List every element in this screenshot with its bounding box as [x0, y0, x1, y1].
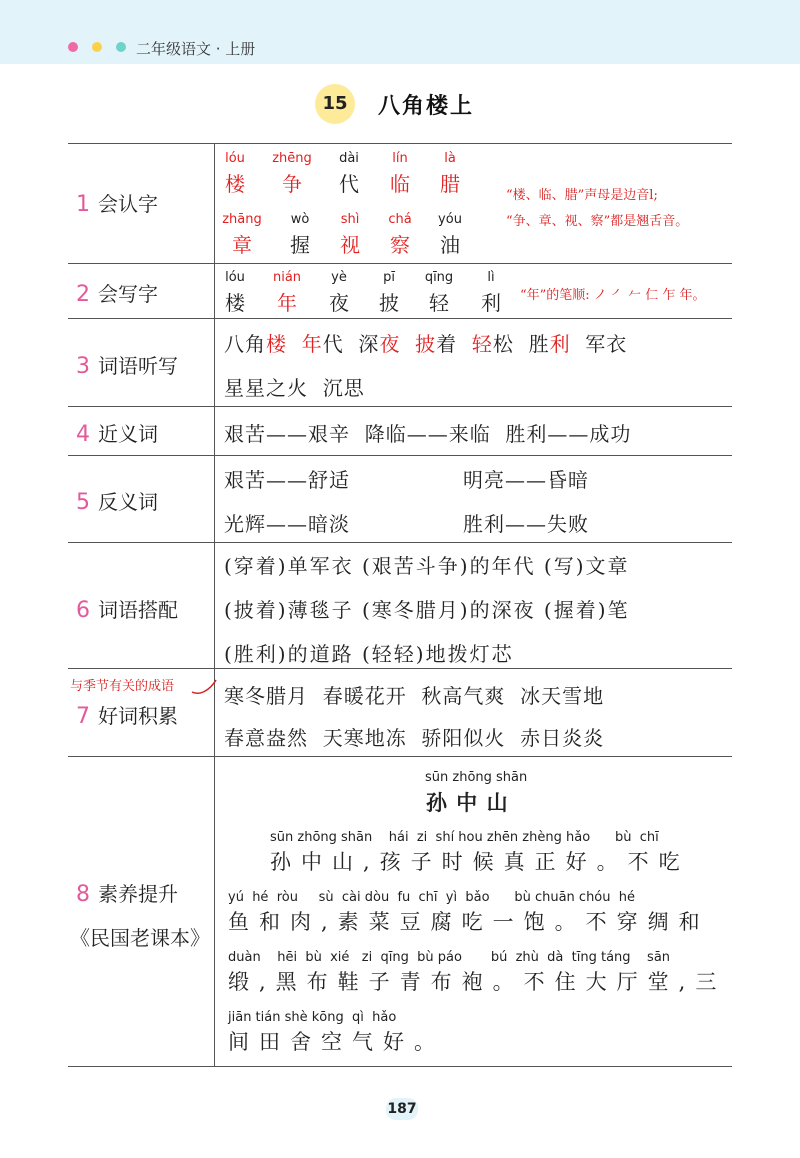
pinyin: là — [444, 151, 456, 166]
hanzi: 腊 — [440, 172, 460, 196]
section-number: 7 — [76, 704, 90, 729]
section-title: 会认字 — [98, 192, 158, 216]
table-rule — [68, 756, 732, 757]
table-rule — [68, 542, 732, 543]
idiom-line-2: 春意盎然 天寒地冻 骄阳似火 赤日炎炎 — [224, 726, 605, 750]
poem-pinyin-line: sūn zhōng shān hái zi shí hou zhēn zhèng hǎo bù chī — [270, 830, 659, 845]
poem-line: 缎,黑布鞋子青布袍。不住大厅堂,三 — [228, 970, 727, 994]
dictation-line-1 — [224, 328, 627, 357]
hanzi: 楼 — [225, 172, 245, 196]
hanzi: 轻 — [429, 291, 449, 315]
highlight-char: 轻 — [471, 332, 493, 356]
text-run: 军衣 — [570, 332, 628, 356]
hanzi: 代 — [339, 172, 359, 196]
section-label-1 — [76, 188, 158, 217]
pinyin: shì — [340, 212, 360, 227]
pinyin: chá — [388, 212, 412, 227]
pinyin: qīng — [424, 270, 454, 285]
handwritten-note: 与季节有关的成语 — [70, 679, 175, 694]
poem-line: 鱼和肉,素菜豆腐吃一饱。不穿绸和 — [228, 910, 710, 934]
text-run: 八角 — [224, 332, 266, 356]
hanzi: 楼 — [225, 291, 245, 315]
table-rule — [68, 263, 732, 264]
hanzi: 临 — [390, 172, 410, 196]
text-run — [287, 332, 302, 356]
highlight-char: 披 — [415, 332, 437, 356]
section-number: 8 — [76, 882, 90, 907]
pink-dot-icon — [68, 42, 78, 52]
section-title: 素养提升 — [98, 882, 178, 906]
poem-title-pinyin: sūn zhōng shān — [425, 770, 528, 785]
handwritten-note: “争、章、视、察”都是翘舌音。 — [506, 214, 689, 229]
page-number: 187 — [386, 1098, 418, 1120]
section-number: 5 — [76, 490, 90, 515]
collocation-line-1: (穿着)单军衣 (艰苦斗争)的年代 (写)文章 — [224, 554, 630, 578]
lesson-heading — [0, 84, 800, 124]
pinyin: lì — [487, 270, 495, 285]
poem-title: 孙 中 山 — [426, 790, 509, 815]
pinyin: zhāng — [222, 212, 262, 227]
handwritten-note: “年”的笔顺: ノ ㇒ 𠂉 仁 乍 年。 — [520, 288, 706, 303]
section-number: 2 — [76, 282, 90, 307]
collocation-line-3: (胜利)的道路 (轻轻)地拨灯芯 — [224, 642, 514, 666]
pinyin: yóu — [438, 212, 462, 227]
text-run: 着 — [436, 332, 472, 356]
hanzi: 视 — [340, 233, 360, 257]
text-run — [400, 332, 415, 356]
pinyin: zhēng — [272, 151, 312, 166]
antonym-pair: 胜利——失败 — [463, 512, 589, 536]
lesson-number-badge: 15 — [315, 84, 355, 124]
teal-dot-icon — [116, 42, 126, 52]
pinyin: nián — [272, 270, 302, 285]
handwritten-arrow-icon — [190, 676, 220, 698]
pinyin: lín — [392, 151, 408, 166]
hanzi: 夜 — [329, 291, 349, 315]
hanzi: 争 — [282, 172, 302, 196]
antonym-pair: 光辉——暗淡 — [224, 512, 350, 536]
section-number: 3 — [76, 354, 90, 379]
pinyin: lóu — [225, 270, 245, 285]
hanzi: 察 — [390, 233, 410, 257]
poem-pinyin-line: yú hé ròu sù cài dòu fu chī yì bǎo bù chuān chóu hé — [228, 890, 636, 905]
source-book-title: 《民国老课本》 — [70, 926, 210, 950]
hanzi: 披 — [379, 291, 399, 315]
poem-line: 间田舍空气好。 — [228, 1030, 445, 1054]
section-label-2 — [76, 278, 158, 307]
section-title: 近义词 — [98, 422, 158, 446]
book-title: 二年级语文 · 上册 — [136, 40, 256, 58]
section-label-4 — [76, 418, 158, 447]
section-title: 反义词 — [98, 490, 158, 514]
synonym-line: 艰苦——艰辛 降临——来临 胜利——成功 — [224, 422, 632, 446]
table-rule — [68, 455, 732, 456]
section-label-6 — [76, 594, 178, 623]
table-rule — [68, 318, 732, 319]
section-title: 词语听写 — [98, 354, 178, 378]
yellow-dot-icon — [92, 42, 102, 52]
top-banner — [0, 0, 800, 64]
section-title: 好词积累 — [98, 704, 178, 728]
lesson-title: 八角楼上 — [378, 94, 475, 119]
highlight-char: 夜 — [379, 332, 401, 356]
highlight-char: 楼 — [266, 332, 287, 356]
pinyin: wò — [290, 212, 310, 227]
text-run: 代 深 — [322, 332, 380, 356]
section-label-7 — [76, 700, 178, 729]
table-rule — [68, 1066, 732, 1067]
hanzi: 握 — [290, 233, 310, 257]
hanzi: 年 — [277, 291, 297, 315]
table-rule — [68, 406, 732, 407]
hanzi: 油 — [440, 233, 460, 257]
text-run: 松 胜 — [492, 332, 550, 356]
section-number: 4 — [76, 422, 90, 447]
highlight-char: 利 — [549, 332, 571, 356]
collocation-line-2: (披着)薄毯子 (寒冬腊月)的深夜 (握着)笔 — [224, 598, 630, 622]
section-label-5 — [76, 486, 158, 515]
highlight-char: 年 — [301, 332, 323, 356]
poem-line: 孙中山,孩子时候真正好。不吃 — [270, 850, 690, 874]
pinyin: yè — [331, 270, 347, 285]
section-number: 1 — [76, 192, 90, 217]
hanzi: 章 — [232, 233, 252, 257]
section-title: 会写字 — [98, 282, 158, 306]
idiom-line-1: 寒冬腊月 春暖花开 秋高气爽 冰天雪地 — [224, 684, 605, 708]
hanzi: 利 — [481, 291, 501, 315]
pinyin: dài — [339, 151, 359, 166]
poem-pinyin-line: duàn hēi bù xié zi qīng bù páo bú zhù dà tīng táng sān — [228, 950, 671, 965]
antonym-pair: 艰苦——舒适 — [224, 468, 350, 492]
pinyin: lóu — [225, 151, 245, 166]
table-rule — [68, 143, 732, 144]
poem-pinyin-line: jiān tián shè kōng qì hǎo — [228, 1010, 397, 1025]
pinyin: pī — [383, 270, 395, 285]
section-number: 6 — [76, 598, 90, 623]
table-rule — [68, 668, 732, 669]
section-label-8 — [76, 878, 178, 907]
dictation-line-2: 星星之火 沉思 — [224, 376, 365, 400]
section-label-3 — [76, 350, 178, 379]
handwritten-note: “楼、临、腊”声母是边音l; — [506, 188, 658, 203]
antonym-pair: 明亮——昏暗 — [463, 468, 589, 492]
section-title: 词语搭配 — [98, 598, 178, 622]
